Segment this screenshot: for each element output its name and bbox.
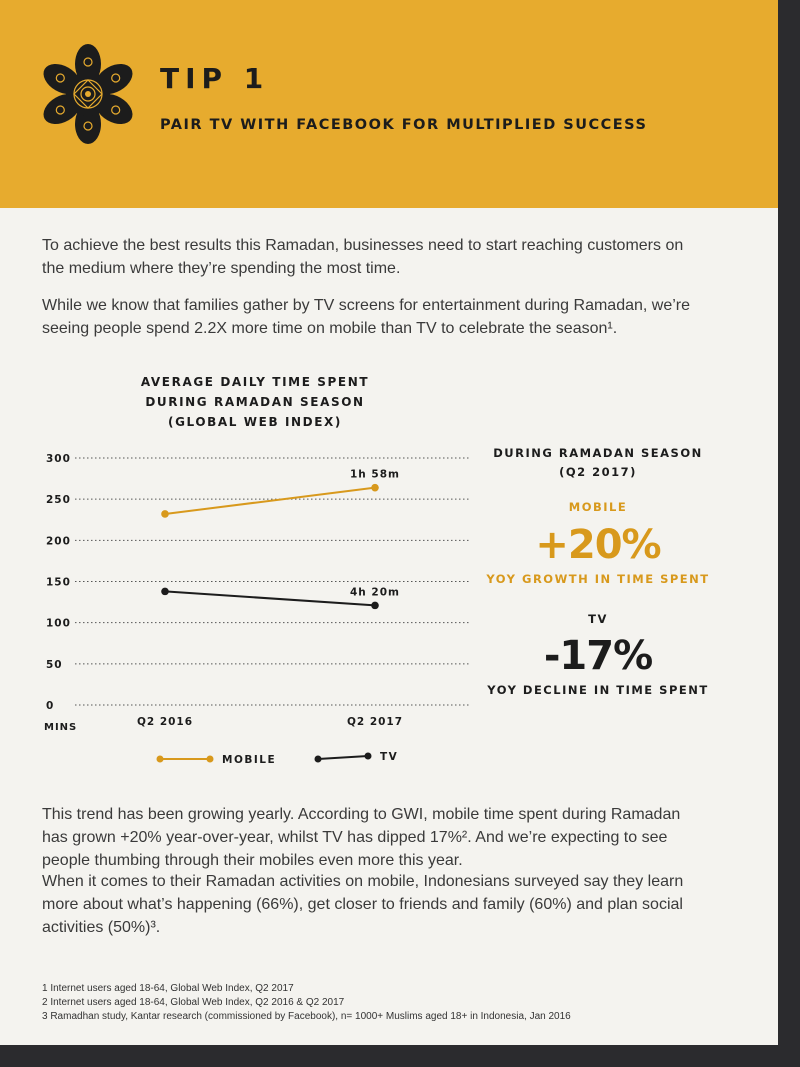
series-line-mobile: [165, 488, 375, 514]
tip-subtitle: PAIR TV WITH FACEBOOK FOR MULTIPLIED SUCCESS: [160, 117, 648, 133]
data-point-mobile: [161, 510, 169, 518]
chart-title-line: DURING RAMADAN SEASON: [145, 395, 365, 409]
body-paragraph-2: When it comes to their Ramadan activities on mobile, Indonesians surveyed say they learn more about what’s happening (66%), get closer to friends and family (60%) and plan social activities (50%)³.: [42, 873, 684, 936]
tv-stat-label: TV: [588, 612, 608, 626]
y-tick-label: 100: [46, 617, 71, 630]
y-tick-label: 250: [46, 494, 71, 507]
header-banner: [0, 0, 778, 208]
data-point-tv: [161, 588, 169, 596]
floral-star-icon: [38, 44, 138, 144]
y-tick-label: 50: [46, 658, 63, 671]
data-label-tv: 4h 20m: [350, 586, 400, 599]
legend-label-mobile: MOBILE: [222, 754, 277, 766]
tv-stat-caption: YOY DECLINE IN TIME SPENT: [487, 683, 709, 697]
mobile-stat-label: MOBILE: [568, 500, 628, 514]
data-point-mobile: [371, 484, 379, 492]
intro-paragraph-2: While we know that families gather by TV screens for entertainment during Ramadan, we’re seeing people spend 2.2X more time on mobile than TV to celebrate the season¹.: [42, 297, 691, 337]
footnote: 2 Internet users aged 18-64, Global Web Index, Q2 2016 & Q2 2017: [42, 997, 345, 1008]
y-tick-label: 0: [46, 700, 55, 712]
stats-heading: DURING RAMADAN SEASON: [493, 446, 703, 460]
y-tick-label: 200: [46, 535, 71, 548]
stats-period: (Q2 2017): [559, 465, 637, 479]
legend-swatch-tv: [318, 756, 368, 759]
x-tick-label: Q2 2017: [346, 716, 404, 728]
line-chart: [0, 440, 480, 780]
tip-title: TIP 1: [160, 62, 270, 95]
chart-title-line: AVERAGE DAILY TIME SPENT: [140, 375, 370, 389]
legend-marker: [157, 756, 164, 763]
legend-label-tv: TV: [380, 751, 399, 763]
footnote: 1 Internet users aged 18-64, Global Web Index, Q2 2017: [42, 983, 294, 994]
mobile-stat-caption: YOY GROWTH IN TIME SPENT: [486, 572, 710, 586]
mobile-stat-value: +20%: [535, 522, 661, 568]
intro-paragraph-1: To achieve the best results this Ramadan, businesses need to start reaching customers on the medium where they’re spending the most time.: [42, 237, 684, 277]
legend-marker: [365, 753, 372, 760]
series-line-tv: [165, 591, 375, 605]
x-tick-label: Q2 2016: [136, 716, 194, 728]
body-paragraph-1: This trend has been growing yearly. According to GWI, mobile time spent during Ramadan has grown +20% year-over-year, whilst TV has dipped 17%². And we’re expecting to see people thumbing through their mobiles even more this year.: [42, 806, 681, 869]
chart-title: [110, 372, 400, 432]
chart-title-line: (GLOBAL WEB INDEX): [168, 415, 342, 429]
legend-marker: [207, 756, 214, 763]
legend-marker: [315, 756, 322, 763]
data-point-tv: [371, 602, 379, 610]
data-label-mobile: 1h 58m: [350, 468, 400, 481]
y-tick-label: 150: [46, 576, 71, 589]
tv-stat-value: -17%: [543, 633, 653, 679]
y-tick-label: 300: [46, 453, 71, 465]
footnote: 3 Ramadhan study, Kantar research (commissioned by Facebook), n= 1000+ Muslims aged 18+ in Indonesia, Jan 2016: [42, 1011, 571, 1022]
y-axis-label: MINS: [44, 722, 78, 733]
